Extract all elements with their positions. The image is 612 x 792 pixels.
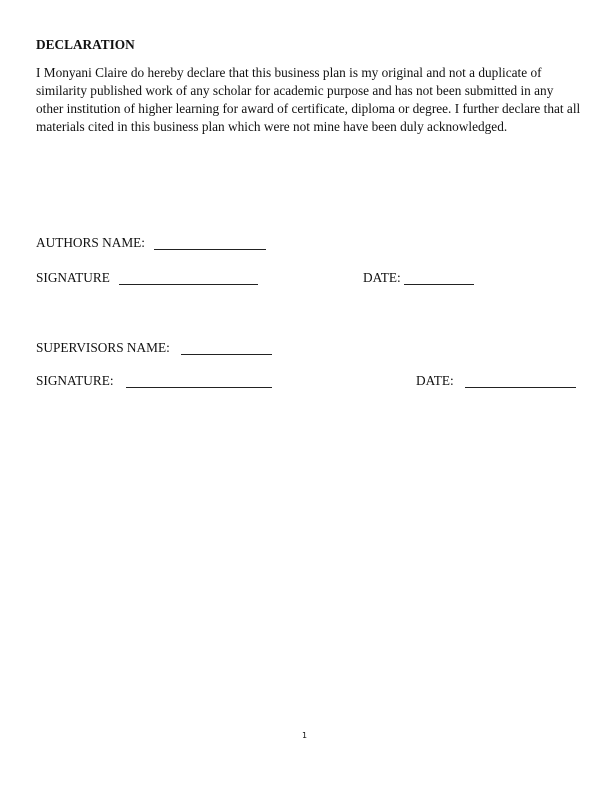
author-date-blank[interactable] [404,284,474,285]
page-number: 1 [302,731,308,740]
supervisor-date-blank[interactable] [465,387,576,388]
declaration-heading: DECLARATION [36,37,135,52]
author-date-label: DATE: [363,270,401,285]
supervisor-name-label: SUPERVISORS NAME: [36,340,170,355]
author-name-label: AUTHORS NAME: [36,235,145,250]
author-signature-blank[interactable] [119,284,258,285]
supervisor-signature-blank[interactable] [126,387,272,388]
author-name-blank[interactable] [154,249,266,250]
declaration-body: I Monyani Claire do hereby declare that this business plan is my original and not a duplicate of similarity published work of any scholar for academic purpose and has not been submitted in any other institution of higher learning for award of certificate, diploma or degree. I further declare that all materials cited in this business plan which were not mine have been duly acknowledged. [36,65,581,134]
supervisor-signature-label: SIGNATURE: [36,373,114,388]
supervisor-date-label: DATE: [416,373,454,388]
supervisor-name-blank[interactable] [181,354,272,355]
author-signature-label: SIGNATURE [36,270,110,285]
